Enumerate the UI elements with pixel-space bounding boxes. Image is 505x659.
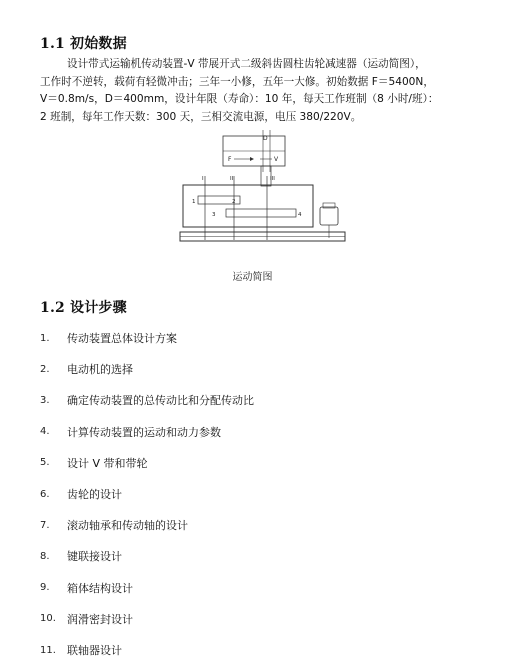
list-item: [40, 580, 133, 596]
label-shaft-iii: III: [270, 176, 275, 182]
list-item-label: 电动机的选择: [67, 363, 133, 377]
list-item-number: 4.: [40, 426, 50, 438]
list-item-label: 润滑密封设计: [67, 612, 133, 626]
section-heading-design-steps: 1.2 设计步骤: [40, 300, 127, 316]
list-item-label: 传动装置总体设计方案: [67, 332, 177, 345]
list-item-label: 联轴器设计: [67, 644, 122, 657]
list-item: [40, 424, 221, 440]
kinematic-diagram: [178, 128, 353, 253]
list-item: [40, 548, 122, 564]
gear-3: [226, 209, 296, 217]
list-item-number: 11.: [40, 644, 56, 656]
list-item: [40, 361, 133, 377]
list-item: [40, 392, 254, 408]
list-item-number: 3.: [40, 394, 50, 406]
list-item-number: 6.: [40, 488, 50, 500]
label-n3: 3: [212, 212, 216, 218]
list-item-label: 确定传动装置的总传动比和分配传动比: [67, 394, 254, 408]
paragraph-line: 工作时不逆转，载荷有轻微冲击；三年一小修，五年一大修。初始数据 F＝5400N，: [40, 75, 434, 88]
list-item-label: 计算传动装置的运动和动力参数: [67, 425, 221, 439]
list-item: [40, 486, 122, 502]
list-item-label: 齿轮的设计: [67, 488, 122, 501]
list-item-label: 箱体结构设计: [67, 581, 133, 595]
gearbox-housing: [183, 185, 313, 227]
label-v: V: [274, 156, 279, 163]
electric-motor: [320, 203, 338, 238]
list-item-number: 2.: [40, 363, 50, 375]
initial-data-paragraph: [40, 56, 470, 126]
list-item: [40, 642, 122, 658]
label-shaft-ii: II: [230, 176, 234, 182]
list-item-number: 10.: [40, 613, 56, 625]
list-item: [40, 455, 148, 471]
label-shaft-i: I: [202, 176, 204, 182]
list-item-number: 7.: [40, 519, 50, 531]
label-n1: 1: [192, 199, 196, 205]
list-item-number: 1.: [40, 332, 50, 344]
list-item: [40, 517, 188, 533]
list-item-number: 5.: [40, 457, 50, 469]
conveyor-drum: [223, 130, 285, 172]
arrow-f-head: [250, 157, 254, 161]
section-heading-initial-data: 1.1 初始数据: [40, 36, 127, 52]
list-item-number: 8.: [40, 550, 50, 562]
label-n2: 2: [232, 199, 236, 205]
list-item-label: 键联接设计: [67, 550, 122, 564]
list-item-label: 滚动轴承和传动轴的设计: [67, 519, 188, 533]
list-item-number: 9.: [40, 582, 50, 594]
paragraph-line: 2 班制，每年工作天数：300 天，三相交流电源，电压 380/220V。: [40, 110, 362, 123]
figure-caption: 运动简图: [232, 272, 273, 283]
list-item: [40, 611, 133, 627]
label-d: D: [263, 135, 268, 142]
paragraph-line: 设计带式运输机传动装置-V 带展开式二级斜齿圆柱齿轮减速器（运动简图），: [67, 58, 426, 70]
paragraph-line: V＝0.8m/s，D＝400mm，设计年限（寿命）：10 年，每天工作班制（8 小时/班）：: [40, 93, 439, 105]
list-item: [40, 330, 177, 346]
label-n4: 4: [298, 212, 302, 218]
list-item-label: 设计 V 带和带轮: [67, 456, 148, 470]
label-f: F: [228, 156, 232, 163]
